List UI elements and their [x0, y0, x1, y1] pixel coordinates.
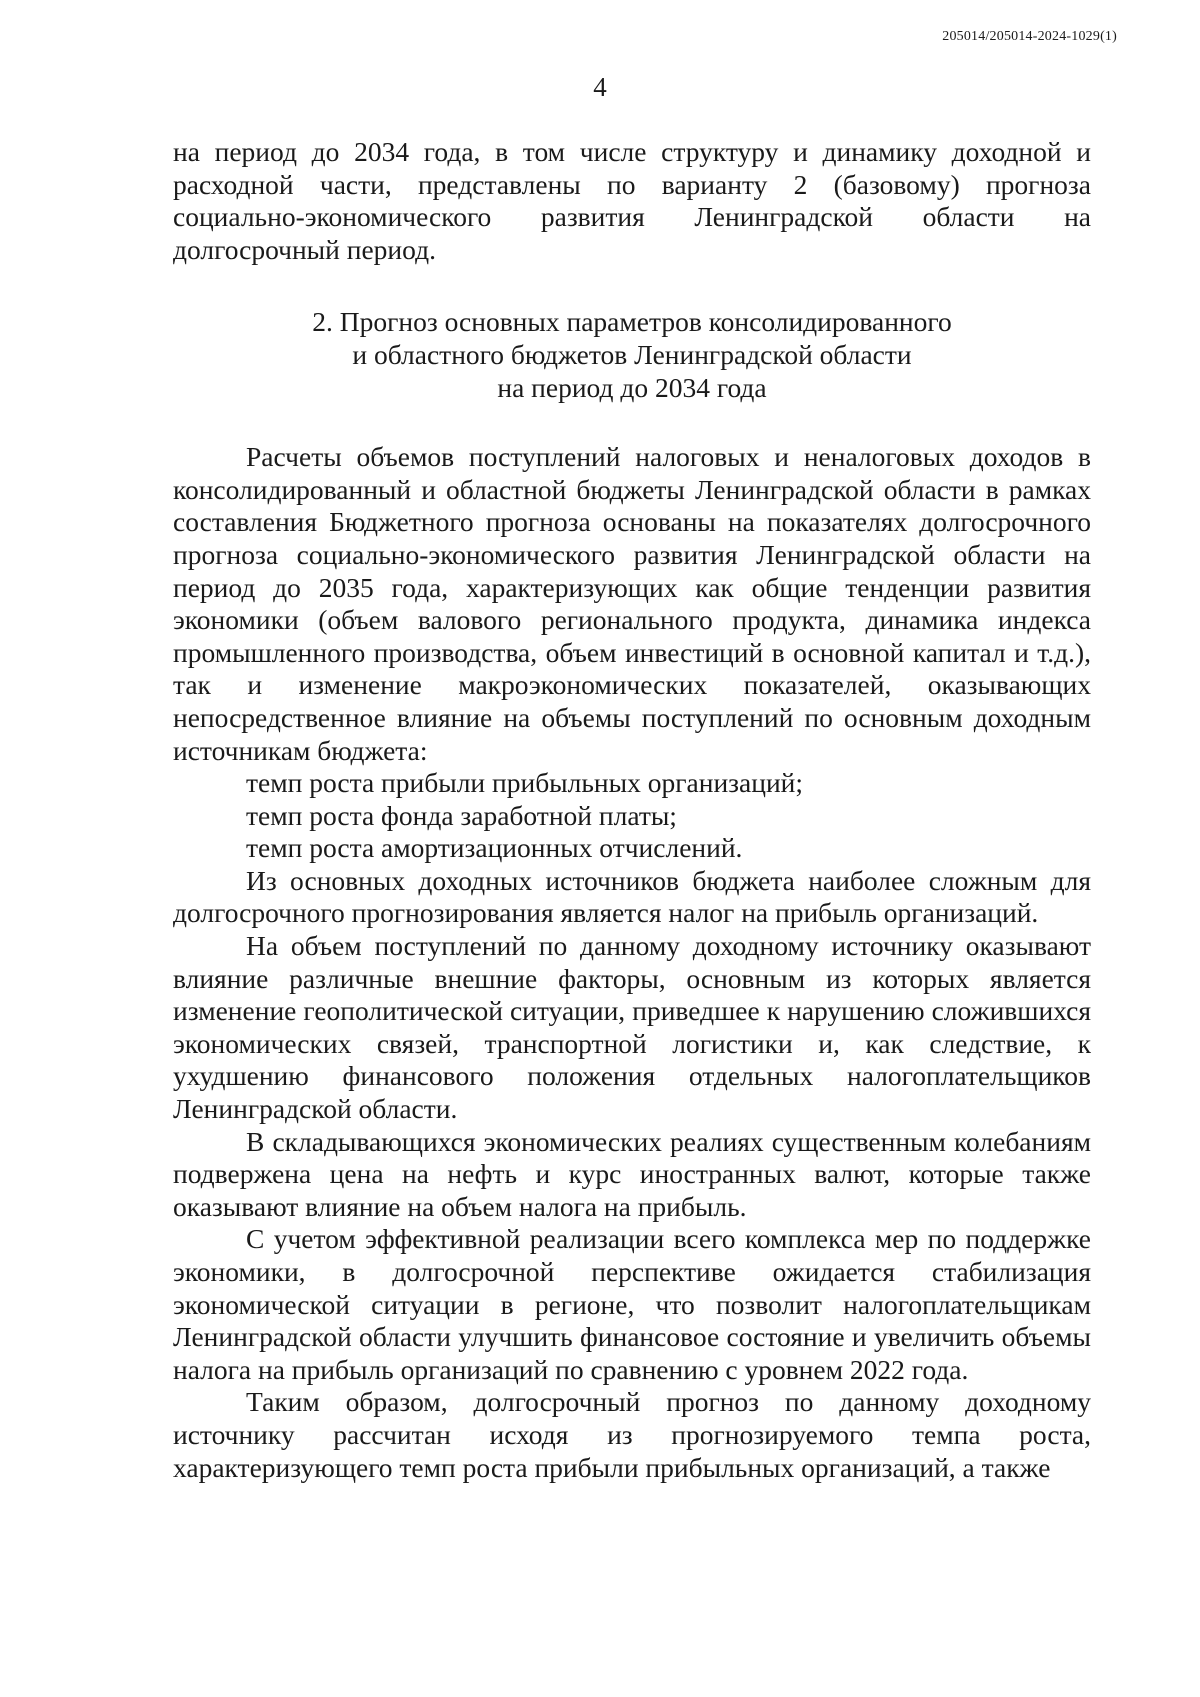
list-item: темп роста прибыли прибыльных организаций;: [246, 767, 804, 799]
document-body: [173, 136, 1091, 1484]
section-heading: [173, 306, 1091, 404]
document-id: 205014/205014-2024-1029(1): [942, 29, 1117, 44]
paragraph: На объем поступлений по данному доходному источнику оказывают влияние различные внешние факторы, основным из которых является изменение геополитической ситуации, приведшее к нарушению сложившихся экономических связей, транспортной логистики и, как следствие, к ухудшению финансового положения отдельных налогоплательщиков Ленинградской области.: [173, 930, 1091, 1125]
section-heading-line: и областного бюджетов Ленинградской области: [352, 338, 912, 370]
section-heading-line: на период до 2034 года: [497, 371, 767, 403]
list-item: темп роста фонда заработной платы;: [246, 799, 677, 831]
paragraph: С учетом эффективной реализации всего комплекса мер по поддержке экономики, в долгосрочной перспективе ожидается стабилизация экономической ситуации в регионе, что позволит налогоплательщикам Ленинградской области улучшить финансовое состояние и увеличить объемы налога на прибыль организаций по сравнению с уровнем 2022 года.: [173, 1223, 1091, 1385]
paragraph: Таким образом, долгосрочный прогноз по данному доходному источнику рассчитан исходя из прогнозируемого темпа роста, характеризующего темп роста прибыли прибыльных организаций, а также: [173, 1386, 1091, 1483]
list-item: темп роста амортизационных отчислений.: [246, 832, 743, 864]
paragraph: В складывающихся экономических реалиях существенным колебаниям подвержена цена на нефть и курс иностранных валют, которые также оказывают влияние на объем налога на прибыль.: [173, 1125, 1091, 1222]
intro-paragraph: на период до 2034 года, в том числе структуру и динамику доходной и расходной части, представлены по варианту 2 (базовому) прогноза социально-экономического развития Ленинградской области на долгосрочный период.: [173, 136, 1091, 265]
section-heading-line: 2. Прогноз основных параметров консолидированного: [312, 306, 952, 338]
page-number: 4: [593, 72, 607, 102]
paragraph: Расчеты объемов поступлений налоговых и неналоговых доходов в консолидированный и областной бюджеты Ленинградской области в рамках составления Бюджетного прогноза основаны на показателях долгосрочного прогноза социально-экономического развития Ленинградской области на период до 2035 года, характеризующих как общие тенденции развития экономики (объем валового регионального продукта, динамика индекса промышленного производства, объем инвестиций в основной капитал и т.д.), так и изменение макроэкономических показателей, оказывающих непосредственное влияние на объемы поступлений по основным доходным источникам бюджета:: [173, 441, 1091, 766]
paragraph: Из основных доходных источников бюджета наиболее сложным для долгосрочного прогнозирования является налог на прибыль организаций.: [173, 864, 1091, 929]
